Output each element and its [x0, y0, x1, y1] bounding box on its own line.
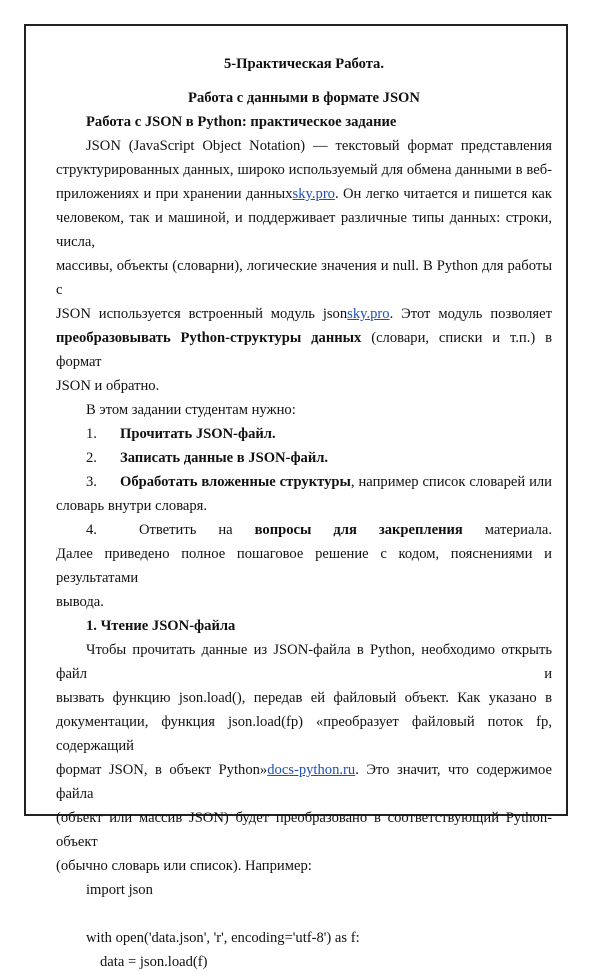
section1-line: Чтобы прочитать данные из JSON-файла в Python, необходимо открыть файл и: [56, 642, 552, 682]
task-text: вопросы: [254, 522, 312, 538]
task-text: Прочитать JSON-файл.: [120, 426, 276, 442]
code-line: with open('data.json', 'r', encoding='utf-8') as f:: [86, 930, 360, 946]
section1-text: . Это значит, что содержимое файла: [56, 762, 552, 802]
task-number: 4.: [86, 522, 97, 538]
section1-line: (обычно словарь или список). Например:: [56, 858, 312, 874]
task-intro: В этом задании студентам нужно:: [86, 402, 296, 418]
task-item-3: [56, 470, 552, 494]
task-text: , например список словарей или: [350, 474, 552, 490]
task-text: материала.: [484, 522, 552, 538]
section1-line: (объект или массив JSON) будет преобразовано в соответствующий Python-объект: [56, 810, 552, 850]
section1-paragraph: [56, 638, 552, 878]
task-text: для: [333, 522, 357, 538]
section-heading: Работа с JSON в Python: практическое задание: [86, 114, 397, 130]
intro-line: человеком, так и машиной, и поддерживает различные типы данных: строки, числа,: [56, 210, 552, 250]
intro-line: структурированных данных, широко используемый для обмена данными в веб-: [56, 162, 552, 178]
section1-line: документации, функция json.load(fp) «преобразует файловый поток fp, содержащий: [56, 714, 552, 754]
after-tasks-line: вывода.: [56, 594, 104, 610]
section1-heading: 1. Чтение JSON-файла: [86, 618, 236, 634]
task-number: 3.: [86, 474, 97, 490]
intro-bold-text: преобразовывать Python-структуры данных: [56, 330, 362, 346]
section1-text: формат JSON, в объект Python»: [56, 762, 268, 778]
task-item-4: [56, 518, 552, 542]
task-text: на: [218, 522, 233, 538]
intro-line: массивы, объекты (словарни), логические значения и null. В Python для работы с: [56, 258, 552, 298]
intro-text: JSON используется встроенный модуль json: [56, 306, 348, 322]
intro-line: JSON (JavaScript Object Notation) — текстовый формат представления: [86, 138, 552, 154]
section1-line: вызвать функцию json.load(), передав ей файловый объект. Как указано в: [56, 690, 552, 706]
task-text: закрепления: [378, 522, 463, 538]
after-tasks-line: Далее приведено полное пошаговое решение с кодом, пояснениями и результатами: [56, 546, 552, 586]
document-title: 5-Практическая Работа.: [223, 56, 384, 72]
intro-line: [56, 326, 552, 374]
intro-text: приложениях и при хранении данных: [56, 186, 293, 202]
sky-pro-link[interactable]: sky.pro: [292, 186, 335, 202]
task-number: 2.: [86, 450, 97, 466]
code-line: data = json.load(f): [100, 954, 208, 970]
docs-python-link[interactable]: docs-python.ru: [267, 762, 356, 778]
task-text: Обработать вложенные структуры: [120, 474, 351, 490]
intro-line: [56, 182, 552, 206]
intro-line: JSON и обратно.: [56, 378, 160, 394]
intro-line: [56, 302, 552, 326]
intro-text: (словари, списки и т.п.) в формат: [56, 330, 552, 370]
intro-text: . Он легко читается и пишется как: [334, 186, 553, 202]
document-body: [56, 52, 552, 974]
task-item-2: [56, 446, 552, 470]
intro-paragraph: [56, 134, 552, 398]
task-item-1: [56, 422, 552, 446]
document-subtitle: Работа с данными в формате JSON: [188, 90, 420, 106]
task-text: Ответить: [138, 522, 197, 538]
task-text: Записать данные в JSON-файл.: [120, 450, 329, 466]
code-line: import json: [86, 882, 153, 898]
code-blank-line: [56, 902, 552, 926]
task-item-3-continuation: словарь внутри словаря.: [56, 498, 208, 514]
sky-pro-link[interactable]: sky.pro: [347, 306, 390, 322]
task-number: 1.: [86, 426, 97, 442]
intro-text: . Этот модуль позволяет: [389, 306, 552, 322]
section1-line: [56, 758, 552, 806]
